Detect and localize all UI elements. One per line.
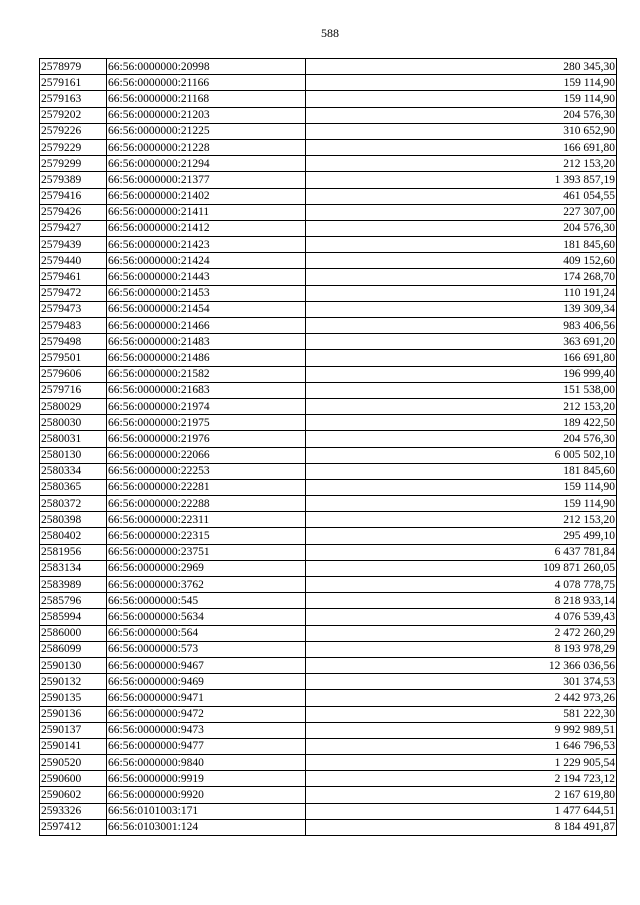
- table-row: [40, 479, 617, 495]
- table-row: [40, 722, 617, 738]
- record-id-cell: 2580130: [40, 447, 107, 463]
- table-row: [40, 188, 617, 204]
- cadastral-number-cell: 66:56:0000000:9471: [107, 690, 306, 706]
- cadastral-number-cell: 66:56:0000000:22281: [107, 479, 306, 495]
- record-id-cell: 2581956: [40, 544, 107, 560]
- cadastral-number-cell: 66:56:0000000:21168: [107, 91, 306, 107]
- value-cell: 204 576,30: [306, 431, 617, 447]
- record-id-cell: 2597412: [40, 819, 107, 835]
- value-cell: 1 229 905,54: [306, 755, 617, 771]
- table-row: [40, 350, 617, 366]
- record-id-cell: 2580365: [40, 479, 107, 495]
- cadastral-number-cell: 66:56:0000000:21582: [107, 366, 306, 382]
- value-cell: 174 268,70: [306, 269, 617, 285]
- table-row: [40, 593, 617, 609]
- value-cell: 2 194 723,12: [306, 771, 617, 787]
- table-row: [40, 577, 617, 593]
- record-id-cell: 2580402: [40, 528, 107, 544]
- table-row: [40, 560, 617, 576]
- record-id-cell: 2579472: [40, 285, 107, 301]
- table-row: [40, 285, 617, 301]
- cadastral-number-cell: 66:56:0000000:3762: [107, 577, 306, 593]
- record-id-cell: 2593326: [40, 803, 107, 819]
- value-cell: 109 871 260,05: [306, 560, 617, 576]
- cadastral-number-cell: 66:56:0000000:9473: [107, 722, 306, 738]
- record-id-cell: 2590520: [40, 755, 107, 771]
- cadastral-number-cell: 66:56:0000000:545: [107, 593, 306, 609]
- registry-table-body: [40, 59, 617, 836]
- cadastral-number-cell: 66:56:0000000:21975: [107, 415, 306, 431]
- table-row: [40, 528, 617, 544]
- cadastral-number-cell: 66:56:0000000:21466: [107, 318, 306, 334]
- table-row: [40, 738, 617, 754]
- table-row: [40, 269, 617, 285]
- value-cell: 461 054,55: [306, 188, 617, 204]
- value-cell: 159 114,90: [306, 91, 617, 107]
- cadastral-number-cell: 66:56:0000000:22288: [107, 496, 306, 512]
- value-cell: 1 477 644,51: [306, 803, 617, 819]
- record-id-cell: 2590130: [40, 657, 107, 673]
- value-cell: 4 076 539,43: [306, 609, 617, 625]
- value-cell: 212 153,20: [306, 398, 617, 414]
- cadastral-number-cell: 66:56:0000000:21411: [107, 204, 306, 220]
- table-row: [40, 91, 617, 107]
- cadastral-number-cell: 66:56:0000000:21166: [107, 75, 306, 91]
- record-id-cell: 2578979: [40, 59, 107, 75]
- cadastral-number-cell: 66:56:0000000:21453: [107, 285, 306, 301]
- table-row: [40, 204, 617, 220]
- cadastral-number-cell: 66:56:0000000:564: [107, 625, 306, 641]
- cadastral-number-cell: 66:56:0000000:9467: [107, 657, 306, 673]
- record-id-cell: 2586000: [40, 625, 107, 641]
- value-cell: 181 845,60: [306, 463, 617, 479]
- table-row: [40, 755, 617, 771]
- value-cell: 159 114,90: [306, 496, 617, 512]
- cadastral-number-cell: 66:56:0000000:21683: [107, 382, 306, 398]
- value-cell: 159 114,90: [306, 479, 617, 495]
- value-cell: 2 472 260,29: [306, 625, 617, 641]
- value-cell: 159 114,90: [306, 75, 617, 91]
- record-id-cell: 2579501: [40, 350, 107, 366]
- cadastral-number-cell: 66:56:0000000:9920: [107, 787, 306, 803]
- value-cell: 204 576,30: [306, 220, 617, 236]
- value-cell: 409 152,60: [306, 253, 617, 269]
- cadastral-number-cell: 66:56:0000000:9472: [107, 706, 306, 722]
- table-row: [40, 107, 617, 123]
- record-id-cell: 2586099: [40, 641, 107, 657]
- value-cell: 363 691,20: [306, 334, 617, 350]
- table-row: [40, 657, 617, 673]
- value-cell: 151 538,00: [306, 382, 617, 398]
- value-cell: 212 153,20: [306, 512, 617, 528]
- table-row: [40, 366, 617, 382]
- value-cell: 189 422,50: [306, 415, 617, 431]
- cadastral-number-cell: 66:56:0000000:2969: [107, 560, 306, 576]
- cadastral-number-cell: 66:56:0000000:21203: [107, 107, 306, 123]
- table-row: [40, 237, 617, 253]
- value-cell: 295 499,10: [306, 528, 617, 544]
- record-id-cell: 2579161: [40, 75, 107, 91]
- value-cell: 227 307,00: [306, 204, 617, 220]
- cadastral-number-cell: 66:56:0000000:23751: [107, 544, 306, 560]
- table-row: [40, 706, 617, 722]
- value-cell: 212 153,20: [306, 156, 617, 172]
- table-row: [40, 771, 617, 787]
- value-cell: 8 193 978,29: [306, 641, 617, 657]
- record-id-cell: 2579498: [40, 334, 107, 350]
- value-cell: 196 999,40: [306, 366, 617, 382]
- cadastral-number-cell: 66:56:0000000:21976: [107, 431, 306, 447]
- cadastral-number-cell: 66:56:0000000:22066: [107, 447, 306, 463]
- cadastral-number-cell: 66:56:0101003:171: [107, 803, 306, 819]
- record-id-cell: 2579229: [40, 139, 107, 155]
- table-row: [40, 334, 617, 350]
- table-row: [40, 447, 617, 463]
- record-id-cell: 2579427: [40, 220, 107, 236]
- table-row: [40, 431, 617, 447]
- record-id-cell: 2590137: [40, 722, 107, 738]
- record-id-cell: 2579461: [40, 269, 107, 285]
- record-id-cell: 2580372: [40, 496, 107, 512]
- table-row: [40, 382, 617, 398]
- record-id-cell: 2590600: [40, 771, 107, 787]
- cadastral-number-cell: 66:56:0000000:21294: [107, 156, 306, 172]
- table-row: [40, 609, 617, 625]
- cadastral-number-cell: 66:56:0103001:124: [107, 819, 306, 835]
- value-cell: 166 691,80: [306, 350, 617, 366]
- cadastral-number-cell: 66:56:0000000:21974: [107, 398, 306, 414]
- record-id-cell: 2580031: [40, 431, 107, 447]
- value-cell: 12 366 036,56: [306, 657, 617, 673]
- value-cell: 581 222,30: [306, 706, 617, 722]
- cadastral-number-cell: 66:56:0000000:20998: [107, 59, 306, 75]
- table-row: [40, 674, 617, 690]
- table-row: [40, 463, 617, 479]
- value-cell: 6 437 781,84: [306, 544, 617, 560]
- cadastral-number-cell: 66:56:0000000:21412: [107, 220, 306, 236]
- record-id-cell: 2580334: [40, 463, 107, 479]
- record-id-cell: 2580030: [40, 415, 107, 431]
- cadastral-number-cell: 66:56:0000000:22315: [107, 528, 306, 544]
- record-id-cell: 2580398: [40, 512, 107, 528]
- record-id-cell: 2585796: [40, 593, 107, 609]
- table-row: [40, 398, 617, 414]
- record-id-cell: 2590136: [40, 706, 107, 722]
- value-cell: 110 191,24: [306, 285, 617, 301]
- cadastral-number-cell: 66:56:0000000:22311: [107, 512, 306, 528]
- value-cell: 204 576,30: [306, 107, 617, 123]
- value-cell: 1 393 857,19: [306, 172, 617, 188]
- table-row: [40, 318, 617, 334]
- table-row: [40, 75, 617, 91]
- table-row: [40, 496, 617, 512]
- cadastral-number-cell: 66:56:0000000:5634: [107, 609, 306, 625]
- record-id-cell: 2590602: [40, 787, 107, 803]
- registry-table: [39, 58, 617, 836]
- value-cell: 4 078 778,75: [306, 577, 617, 593]
- record-id-cell: 2579606: [40, 366, 107, 382]
- cadastral-number-cell: 66:56:0000000:21377: [107, 172, 306, 188]
- cadastral-number-cell: 66:56:0000000:21454: [107, 301, 306, 317]
- table-row: [40, 512, 617, 528]
- value-cell: 2 167 619,80: [306, 787, 617, 803]
- record-id-cell: 2583134: [40, 560, 107, 576]
- table-row: [40, 690, 617, 706]
- table-row: [40, 803, 617, 819]
- record-id-cell: 2583989: [40, 577, 107, 593]
- cadastral-number-cell: 66:56:0000000:21443: [107, 269, 306, 285]
- value-cell: 166 691,80: [306, 139, 617, 155]
- record-id-cell: 2579226: [40, 123, 107, 139]
- record-id-cell: 2579202: [40, 107, 107, 123]
- table-row: [40, 301, 617, 317]
- table-row: [40, 819, 617, 835]
- record-id-cell: 2579440: [40, 253, 107, 269]
- record-id-cell: 2590141: [40, 738, 107, 754]
- value-cell: 2 442 973,26: [306, 690, 617, 706]
- value-cell: 9 992 989,51: [306, 722, 617, 738]
- value-cell: 8 184 491,87: [306, 819, 617, 835]
- record-id-cell: 2590135: [40, 690, 107, 706]
- record-id-cell: 2579416: [40, 188, 107, 204]
- table-row: [40, 172, 617, 188]
- cadastral-number-cell: 66:56:0000000:573: [107, 641, 306, 657]
- cadastral-number-cell: 66:56:0000000:21423: [107, 237, 306, 253]
- cadastral-number-cell: 66:56:0000000:21402: [107, 188, 306, 204]
- value-cell: 983 406,56: [306, 318, 617, 334]
- value-cell: 139 309,34: [306, 301, 617, 317]
- record-id-cell: 2579426: [40, 204, 107, 220]
- table-row: [40, 253, 617, 269]
- record-id-cell: 2579163: [40, 91, 107, 107]
- table-row: [40, 415, 617, 431]
- record-id-cell: 2579439: [40, 237, 107, 253]
- value-cell: 301 374,53: [306, 674, 617, 690]
- record-id-cell: 2580029: [40, 398, 107, 414]
- table-row: [40, 220, 617, 236]
- page-number: 588: [321, 26, 339, 40]
- value-cell: 280 345,30: [306, 59, 617, 75]
- record-id-cell: 2579473: [40, 301, 107, 317]
- table-row: [40, 641, 617, 657]
- record-id-cell: 2579389: [40, 172, 107, 188]
- table-row: [40, 59, 617, 75]
- cadastral-number-cell: 66:56:0000000:22253: [107, 463, 306, 479]
- table-row: [40, 139, 617, 155]
- cadastral-number-cell: 66:56:0000000:9477: [107, 738, 306, 754]
- cadastral-number-cell: 66:56:0000000:9840: [107, 755, 306, 771]
- table-row: [40, 156, 617, 172]
- record-id-cell: 2579716: [40, 382, 107, 398]
- cadastral-number-cell: 66:56:0000000:9469: [107, 674, 306, 690]
- value-cell: 8 218 933,14: [306, 593, 617, 609]
- record-id-cell: 2579299: [40, 156, 107, 172]
- cadastral-number-cell: 66:56:0000000:9919: [107, 771, 306, 787]
- cadastral-number-cell: 66:56:0000000:21228: [107, 139, 306, 155]
- cadastral-number-cell: 66:56:0000000:21483: [107, 334, 306, 350]
- table-row: [40, 544, 617, 560]
- record-id-cell: 2585994: [40, 609, 107, 625]
- table-row: [40, 625, 617, 641]
- table-row: [40, 123, 617, 139]
- cadastral-number-cell: 66:56:0000000:21486: [107, 350, 306, 366]
- value-cell: 1 646 796,53: [306, 738, 617, 754]
- value-cell: 6 005 502,10: [306, 447, 617, 463]
- value-cell: 181 845,60: [306, 237, 617, 253]
- cadastral-number-cell: 66:56:0000000:21424: [107, 253, 306, 269]
- cadastral-number-cell: 66:56:0000000:21225: [107, 123, 306, 139]
- value-cell: 310 652,90: [306, 123, 617, 139]
- record-id-cell: 2579483: [40, 318, 107, 334]
- record-id-cell: 2590132: [40, 674, 107, 690]
- table-row: [40, 787, 617, 803]
